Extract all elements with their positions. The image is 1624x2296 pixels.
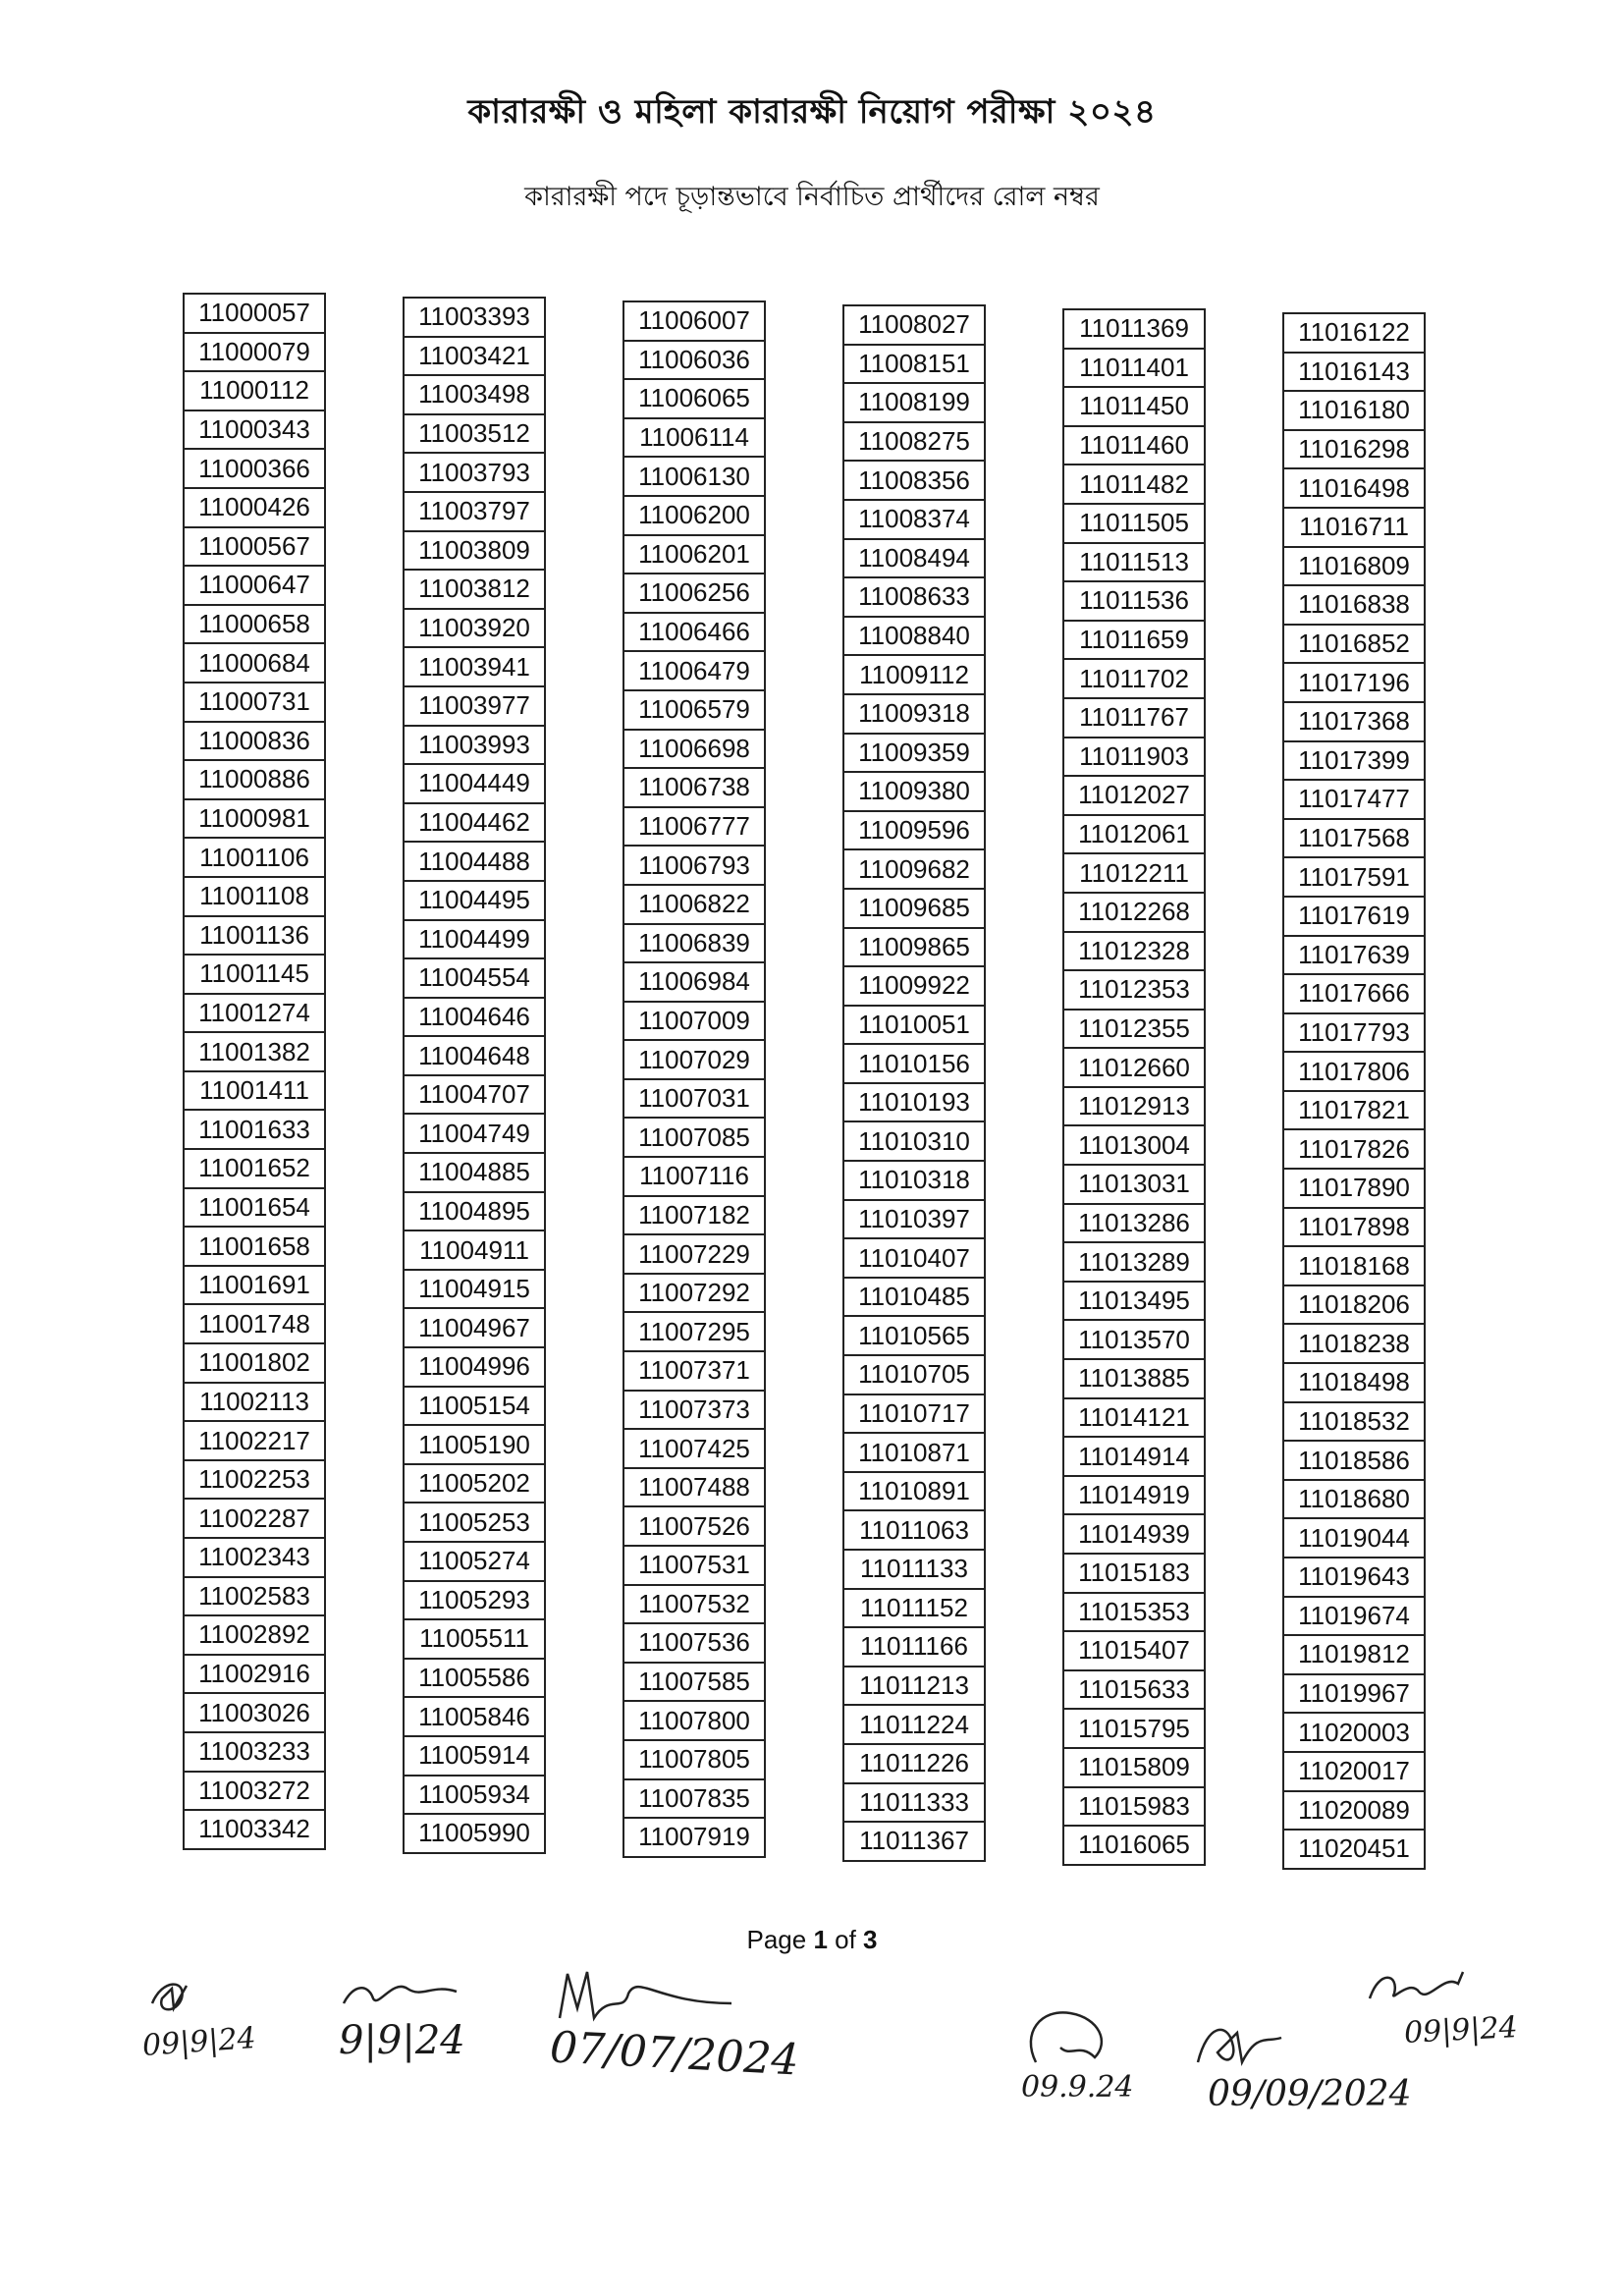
roll-number-cell: 11004499 — [405, 921, 544, 960]
roll-column-6 — [1282, 312, 1426, 1870]
roll-number-cell: 11016180 — [1284, 392, 1424, 431]
roll-number-cell: 11014914 — [1064, 1438, 1204, 1477]
roll-number-cell: 11011369 — [1064, 310, 1204, 350]
roll-number-cell: 11014121 — [1064, 1399, 1204, 1439]
roll-number-cell: 11006738 — [624, 769, 764, 808]
roll-column-3 — [623, 301, 766, 1858]
roll-number-cell: 11020003 — [1284, 1714, 1424, 1753]
signature-2-scribble — [339, 1974, 466, 2018]
roll-number-cell: 11001145 — [185, 956, 324, 995]
roll-number-cell: 11017890 — [1284, 1170, 1424, 1209]
roll-number-cell: 11005202 — [405, 1465, 544, 1504]
roll-number-cell: 11009359 — [844, 735, 984, 774]
roll-number-cell: 11007085 — [624, 1119, 764, 1158]
roll-number-cell: 11011536 — [1064, 582, 1204, 622]
roll-number-cell: 11004449 — [405, 765, 544, 804]
roll-number-cell: 11017898 — [1284, 1209, 1424, 1248]
roll-number-cell: 11001108 — [185, 878, 324, 917]
roll-number-cell: 11020089 — [1284, 1792, 1424, 1831]
roll-number-cell: 11012660 — [1064, 1049, 1204, 1088]
roll-number-cell: 11006793 — [624, 847, 764, 886]
roll-number-cell: 11003421 — [405, 338, 544, 377]
roll-number-cell: 11001274 — [185, 995, 324, 1034]
roll-number-cell: 11011401 — [1064, 350, 1204, 389]
roll-number-cell: 11000079 — [185, 334, 324, 373]
roll-number-cell: 11003993 — [405, 727, 544, 766]
roll-column-4 — [842, 304, 986, 1862]
roll-number-cell: 11001652 — [185, 1150, 324, 1189]
roll-number-cell: 11018206 — [1284, 1286, 1424, 1326]
roll-number-cell: 11000647 — [185, 567, 324, 606]
roll-number-cell: 11003920 — [405, 610, 544, 649]
signature-3-scribble — [550, 1964, 736, 2033]
roll-number-cell: 11000343 — [185, 411, 324, 451]
roll-number-cell: 11016143 — [1284, 354, 1424, 393]
signature-3-date: 07/07/2024 — [548, 2022, 800, 2086]
page-prefix: Page — [746, 1925, 814, 1954]
roll-number-cell: 11015353 — [1064, 1594, 1204, 1633]
roll-number-cell: 11011063 — [844, 1511, 984, 1551]
roll-number-cell: 11005293 — [405, 1582, 544, 1621]
roll-number-cell: 11011152 — [844, 1590, 984, 1629]
roll-number-cell: 11003812 — [405, 571, 544, 610]
roll-number-cell: 11016122 — [1284, 314, 1424, 354]
roll-number-cell: 11012328 — [1064, 933, 1204, 972]
roll-number-cell: 11001633 — [185, 1111, 324, 1150]
roll-number-cell: 11002583 — [185, 1578, 324, 1617]
roll-number-cell: 11017666 — [1284, 975, 1424, 1014]
roll-number-cell: 11005253 — [405, 1503, 544, 1543]
roll-number-cell: 11008374 — [844, 501, 984, 540]
roll-number-cell: 11005934 — [405, 1777, 544, 1816]
roll-number-cell: 11007425 — [624, 1430, 764, 1469]
signature-2 — [339, 1974, 466, 2063]
roll-number-cell: 11018498 — [1284, 1364, 1424, 1403]
signature-2-date: 9|9|24 — [339, 2018, 465, 2063]
roll-number-cell: 11010705 — [844, 1356, 984, 1395]
roll-number-cell: 11004648 — [405, 1037, 544, 1076]
roll-number-cell: 11009112 — [844, 656, 984, 695]
roll-number-cell: 11020017 — [1284, 1753, 1424, 1792]
roll-number-cell: 11008633 — [844, 578, 984, 618]
roll-number-cell: 11018532 — [1284, 1403, 1424, 1443]
roll-number-cell: 11007585 — [624, 1664, 764, 1703]
roll-number-cell: 11019674 — [1284, 1598, 1424, 1637]
roll-number-cell: 11014939 — [1064, 1515, 1204, 1555]
roll-number-cell: 11005990 — [405, 1815, 544, 1854]
roll-number-cell: 11001411 — [185, 1072, 324, 1112]
roll-number-cell: 11016852 — [1284, 626, 1424, 665]
roll-number-cell: 11000658 — [185, 606, 324, 645]
roll-number-cell: 11011224 — [844, 1706, 984, 1745]
signature-1-scribble — [142, 1974, 231, 2023]
roll-number-cell: 11011513 — [1064, 544, 1204, 583]
roll-number-cell: 11015795 — [1064, 1710, 1204, 1749]
roll-number-cell: 11006201 — [624, 536, 764, 575]
roll-number-cell: 11004996 — [405, 1348, 544, 1388]
roll-number-cell: 11015809 — [1064, 1749, 1204, 1788]
roll-number-cell: 11005190 — [405, 1426, 544, 1465]
roll-number-cell: 11007292 — [624, 1275, 764, 1314]
roll-number-cell: 11012355 — [1064, 1011, 1204, 1050]
roll-number-cell: 11003393 — [405, 299, 544, 338]
roll-number-cell: 11018680 — [1284, 1481, 1424, 1520]
roll-number-cell: 11009922 — [844, 967, 984, 1007]
roll-number-cell: 11000426 — [185, 489, 324, 528]
roll-number-cell: 11005511 — [405, 1620, 544, 1660]
roll-number-cell: 11009865 — [844, 929, 984, 968]
roll-number-cell: 11011166 — [844, 1628, 984, 1667]
roll-number-cell: 11007532 — [624, 1586, 764, 1625]
roll-number-cell: 11011226 — [844, 1745, 984, 1784]
roll-number-cell: 11002113 — [185, 1384, 324, 1423]
roll-number-cell: 11010565 — [844, 1317, 984, 1356]
roll-number-cell: 11016498 — [1284, 469, 1424, 509]
roll-column-2 — [403, 297, 546, 1854]
roll-number-cell: 11011702 — [1064, 660, 1204, 699]
roll-number-cell: 11016711 — [1284, 509, 1424, 548]
roll-number-cell: 11000731 — [185, 683, 324, 723]
roll-number-cell: 11008494 — [844, 540, 984, 579]
signature-5-scribble — [1188, 2013, 1286, 2072]
roll-number-cell: 11006984 — [624, 963, 764, 1003]
roll-number-cell: 11013570 — [1064, 1321, 1204, 1360]
roll-number-cell: 11000981 — [185, 800, 324, 840]
roll-number-cell: 11017793 — [1284, 1014, 1424, 1054]
roll-number-cell: 11020451 — [1284, 1831, 1424, 1870]
roll-number-cell: 11007009 — [624, 1003, 764, 1042]
roll-number-cell: 11010717 — [844, 1395, 984, 1435]
roll-number-cell: 11007295 — [624, 1313, 764, 1352]
roll-number-cell: 11002253 — [185, 1461, 324, 1501]
roll-number-cell: 11003941 — [405, 648, 544, 687]
roll-number-cell: 11000836 — [185, 723, 324, 762]
roll-number-cell: 11007800 — [624, 1702, 764, 1741]
roll-number-cell: 11006579 — [624, 691, 764, 731]
roll-number-cell: 11000057 — [185, 295, 324, 334]
roll-number-cell: 11006200 — [624, 497, 764, 536]
roll-number-cell: 11015183 — [1064, 1555, 1204, 1594]
signature-6-scribble — [1365, 1964, 1473, 2013]
roll-number-cell: 11005586 — [405, 1660, 544, 1699]
roll-number-cell: 11003809 — [405, 532, 544, 572]
roll-number-cell: 11001748 — [185, 1305, 324, 1344]
roll-number-cell: 11005274 — [405, 1543, 544, 1582]
roll-number-cell: 11019044 — [1284, 1519, 1424, 1558]
roll-number-cell: 11010051 — [844, 1007, 984, 1046]
signature-6-date: 09|9|24 — [1403, 2009, 1519, 2051]
roll-number-cell: 11010318 — [844, 1162, 984, 1201]
roll-number-cell: 11000366 — [185, 450, 324, 489]
roll-number-cell: 11013885 — [1064, 1360, 1204, 1399]
roll-number-cell: 11007371 — [624, 1352, 764, 1392]
roll-number-cell: 11007229 — [624, 1235, 764, 1275]
roll-number-cell: 11006065 — [624, 380, 764, 419]
roll-number-cell: 11012027 — [1064, 777, 1204, 816]
roll-number-cell: 11012353 — [1064, 971, 1204, 1011]
roll-number-cell: 11000112 — [185, 372, 324, 411]
roll-number-cell: 11010871 — [844, 1434, 984, 1473]
roll-number-cell: 11004646 — [405, 999, 544, 1038]
roll-number-cell: 11007919 — [624, 1819, 764, 1858]
roll-number-cell: 11019812 — [1284, 1636, 1424, 1675]
signature-6 — [1365, 1964, 1519, 2051]
roll-number-cell: 11007116 — [624, 1158, 764, 1197]
roll-column-5 — [1062, 308, 1206, 1866]
roll-number-cell: 11001136 — [185, 917, 324, 957]
roll-number-cell: 11007805 — [624, 1741, 764, 1780]
roll-number-cell: 11014919 — [1064, 1477, 1204, 1516]
roll-number-cell: 11001654 — [185, 1189, 324, 1229]
roll-number-cell: 11010397 — [844, 1201, 984, 1240]
roll-number-cell: 11004707 — [405, 1076, 544, 1116]
roll-number-cell: 11013004 — [1064, 1126, 1204, 1166]
page-current: 1 — [813, 1925, 828, 1954]
signature-1 — [140, 1974, 257, 2063]
signature-4-scribble — [1021, 2003, 1129, 2072]
roll-number-cell: 11008027 — [844, 306, 984, 346]
roll-number-cell: 11017806 — [1284, 1053, 1424, 1092]
roll-number-cell: 11006256 — [624, 574, 764, 614]
roll-number-cell: 11017196 — [1284, 664, 1424, 703]
roll-number-cell: 11005154 — [405, 1388, 544, 1427]
roll-number-cell: 11004911 — [405, 1231, 544, 1271]
roll-number-cell: 11007536 — [624, 1624, 764, 1664]
roll-number-cell: 11011505 — [1064, 505, 1204, 544]
roll-number-cell: 11019967 — [1284, 1675, 1424, 1715]
roll-number-cell: 11018168 — [1284, 1247, 1424, 1286]
roll-number-cell: 11013495 — [1064, 1283, 1204, 1322]
roll-number-cell: 11003512 — [405, 415, 544, 455]
roll-number-cell: 11006822 — [624, 886, 764, 925]
roll-number-cell: 11004554 — [405, 959, 544, 999]
roll-number-cell: 11011659 — [1064, 622, 1204, 661]
roll-number-cell: 11004462 — [405, 804, 544, 844]
roll-number-cell: 11009685 — [844, 890, 984, 929]
roll-number-cell: 11019643 — [1284, 1558, 1424, 1598]
roll-number-cell: 11015633 — [1064, 1671, 1204, 1711]
roll-number-cell: 11010891 — [844, 1473, 984, 1512]
roll-number-cell: 11011450 — [1064, 388, 1204, 427]
roll-number-cell: 11006007 — [624, 302, 764, 342]
roll-number-cell: 11009380 — [844, 773, 984, 812]
roll-number-cell: 11006777 — [624, 808, 764, 847]
roll-number-cell: 11012268 — [1064, 894, 1204, 933]
signature-4-date: 09.9.24 — [1021, 2070, 1134, 2105]
roll-number-cell: 11006466 — [624, 614, 764, 653]
roll-number-cell: 11001802 — [185, 1344, 324, 1384]
roll-number-cell: 11017368 — [1284, 703, 1424, 742]
roll-number-cell: 11009596 — [844, 812, 984, 851]
roll-number-cell: 11007488 — [624, 1469, 764, 1508]
roll-number-cell: 11000886 — [185, 761, 324, 800]
roll-number-cell: 11012211 — [1064, 854, 1204, 894]
roll-number-cell: 11012061 — [1064, 816, 1204, 855]
roll-number-cell: 11016838 — [1284, 586, 1424, 626]
page-title: কারারক্ষী ও মহিলা কারারক্ষী নিয়োগ পরীক্ষা ২০২৪ — [467, 92, 1157, 132]
page-subtitle: কারারক্ষী পদে চূড়ান্তভাবে নির্বাচিত প্রার্থীদের রোল নম্বর — [524, 182, 1100, 212]
roll-number-cell: 11017619 — [1284, 898, 1424, 937]
roll-number-cell: 11013286 — [1064, 1205, 1204, 1244]
roll-number-cell: 11011133 — [844, 1551, 984, 1590]
signature-4 — [1021, 2003, 1134, 2105]
roll-number-cell: 11016298 — [1284, 431, 1424, 470]
roll-number-cell: 11018238 — [1284, 1325, 1424, 1364]
roll-number-cell: 11015983 — [1064, 1788, 1204, 1828]
roll-number-cell: 11012913 — [1064, 1088, 1204, 1127]
roll-number-cell: 11011213 — [844, 1667, 984, 1707]
roll-number-cell: 11016065 — [1064, 1827, 1204, 1866]
page-total: 3 — [863, 1925, 878, 1954]
roll-number-cell: 11008151 — [844, 346, 984, 385]
roll-number-cell: 11002217 — [185, 1422, 324, 1461]
roll-number-cell: 11002892 — [185, 1616, 324, 1656]
roll-number-cell: 11007029 — [624, 1041, 764, 1080]
roll-number-cell: 11008356 — [844, 462, 984, 501]
signature-5-date: 09/09/2024 — [1208, 2074, 1412, 2114]
roll-number-cell: 11006114 — [624, 419, 764, 459]
roll-number-cell: 11003797 — [405, 493, 544, 532]
roll-number-cell: 11017399 — [1284, 742, 1424, 782]
roll-number-cell: 11004488 — [405, 843, 544, 882]
roll-number-cell: 11017591 — [1284, 858, 1424, 898]
roll-number-cell: 11005914 — [405, 1737, 544, 1777]
roll-number-cell: 11008840 — [844, 618, 984, 657]
roll-number-cell: 11001691 — [185, 1267, 324, 1306]
roll-number-cell: 11001382 — [185, 1033, 324, 1072]
roll-number-cell: 11007835 — [624, 1780, 764, 1820]
roll-number-cell: 11009318 — [844, 695, 984, 735]
roll-number-cell: 11017639 — [1284, 937, 1424, 976]
roll-number-cell: 11004967 — [405, 1309, 544, 1348]
page-of: of — [827, 1925, 864, 1954]
roll-number-cell: 11016809 — [1284, 548, 1424, 587]
roll-number-cell: 11006839 — [624, 925, 764, 964]
roll-number-cell: 11018586 — [1284, 1442, 1424, 1481]
roll-number-cell: 11002343 — [185, 1539, 324, 1578]
roll-number-cell: 11004895 — [405, 1193, 544, 1232]
roll-number-cell: 11004915 — [405, 1271, 544, 1310]
page-indicator — [0, 1925, 1624, 1955]
roll-number-cell: 11008199 — [844, 384, 984, 423]
roll-number-cell: 11003342 — [185, 1811, 324, 1850]
roll-number-cell: 11006036 — [624, 342, 764, 381]
roll-number-cell: 11008275 — [844, 423, 984, 463]
roll-number-cell: 11010485 — [844, 1279, 984, 1318]
roll-number-cell: 11002287 — [185, 1500, 324, 1539]
roll-number-cell: 11011333 — [844, 1784, 984, 1824]
roll-number-cell: 11015407 — [1064, 1632, 1204, 1671]
roll-number-cell: 11010310 — [844, 1122, 984, 1162]
roll-number-cell: 11003233 — [185, 1733, 324, 1773]
roll-number-cell: 11003272 — [185, 1773, 324, 1812]
roll-number-cell: 11013289 — [1064, 1243, 1204, 1283]
roll-number-cell: 11005846 — [405, 1698, 544, 1737]
roll-number-cell: 11006130 — [624, 458, 764, 497]
roll-number-cell: 11000567 — [185, 528, 324, 568]
roll-number-cell: 11011903 — [1064, 738, 1204, 778]
roll-number-cell: 11006698 — [624, 731, 764, 770]
roll-number-cell: 11011482 — [1064, 465, 1204, 505]
roll-number-cell: 11007182 — [624, 1197, 764, 1236]
roll-number-cell: 11010193 — [844, 1084, 984, 1123]
roll-number-cell: 11011767 — [1064, 699, 1204, 738]
roll-number-cell: 11007531 — [624, 1547, 764, 1586]
roll-number-cell: 11010407 — [844, 1239, 984, 1279]
roll-number-cell: 11003977 — [405, 687, 544, 727]
roll-number-cell: 11009682 — [844, 850, 984, 890]
signature-1-date: 09|9|24 — [140, 2021, 257, 2063]
roll-number-cell: 11003498 — [405, 376, 544, 415]
roll-number-cell: 11006479 — [624, 652, 764, 691]
roll-number-cell: 11017568 — [1284, 820, 1424, 859]
roll-number-cell: 11004495 — [405, 882, 544, 921]
roll-number-cell: 11000684 — [185, 644, 324, 683]
roll-number-cell: 11007526 — [624, 1507, 764, 1547]
roll-number-cell: 11001106 — [185, 839, 324, 878]
roll-number-cell: 11003026 — [185, 1694, 324, 1733]
roll-number-cell: 11017477 — [1284, 781, 1424, 820]
roll-number-cell: 11003793 — [405, 454, 544, 493]
roll-number-cell: 11011460 — [1064, 427, 1204, 466]
roll-number-cell: 11010156 — [844, 1045, 984, 1084]
signature-3 — [548, 1964, 800, 2086]
roll-number-cell: 11017826 — [1284, 1130, 1424, 1170]
roll-number-cell: 11001658 — [185, 1228, 324, 1267]
roll-number-cell: 11017821 — [1284, 1092, 1424, 1131]
roll-number-cell: 11004885 — [405, 1154, 544, 1193]
roll-number-cell: 11007373 — [624, 1392, 764, 1431]
roll-number-cell: 11013031 — [1064, 1166, 1204, 1205]
roll-column-1 — [183, 293, 326, 1850]
roll-number-cell: 11011367 — [844, 1823, 984, 1862]
roll-number-cell: 11004749 — [405, 1115, 544, 1154]
roll-number-cell: 11002916 — [185, 1656, 324, 1695]
roll-number-cell: 11007031 — [624, 1080, 764, 1120]
